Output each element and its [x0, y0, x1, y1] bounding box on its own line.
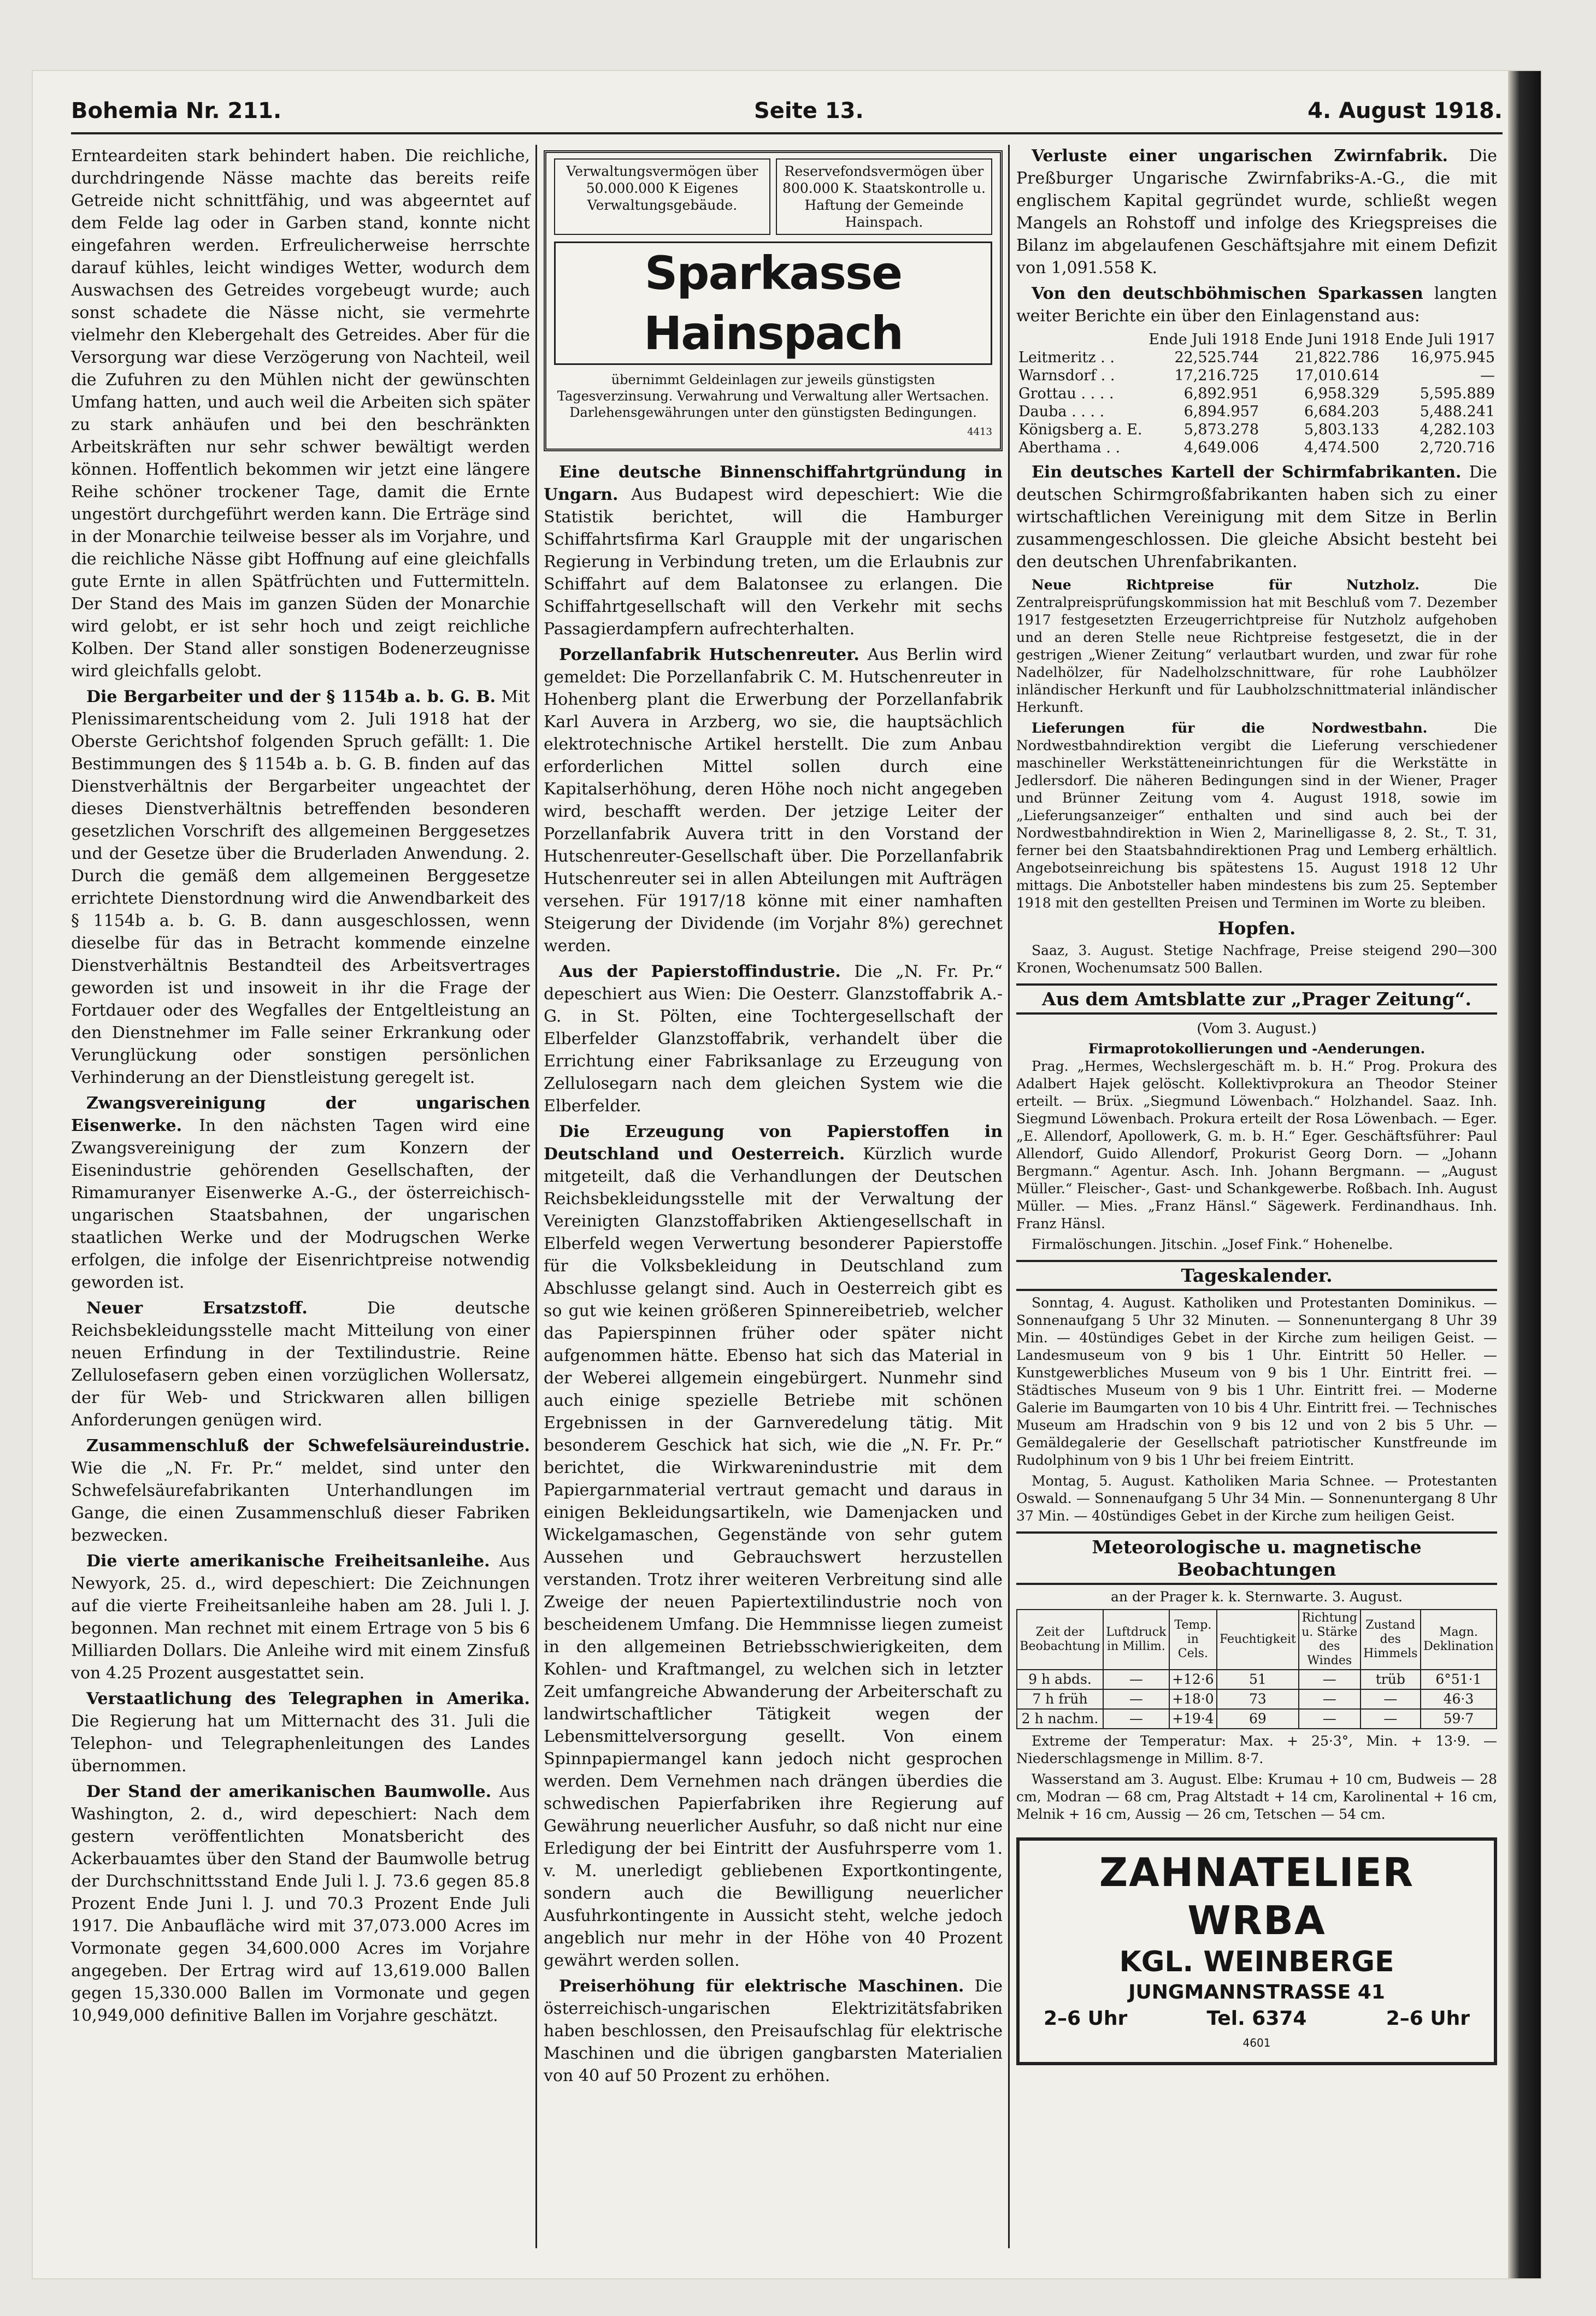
table-header-cell: Temp. in Cels. [1169, 1610, 1217, 1670]
table-cell: 73 [1217, 1689, 1299, 1709]
text-sparkassen: langten weiter Berichte ein über den Einlagenstand aus: [1016, 284, 1497, 326]
text-temperature-extremes: Extreme der Temperatur: Max. + 25·3°, Min. + 13·9. — Niederschlagsmenge in Millim. 8·7. [1016, 1733, 1497, 1766]
text-binnenschiffahrt: Aus Budapest wird depeschiert: Wie die Statistik berichtet, will die Hamburger Schiffahrtsfirma Karl Graupple mit der ungarischen Regierung in Verbindung treten, um die Erlaubnis zur Schiffahrt auf dem Balatonsee zu erlangen. Die Schiffahrtgesellschaft will den Verkehr mit sechs Passagierdampfern aufrechterhalten. [544, 485, 1003, 639]
heading-amtsblatt: Aus dem Amtsblatte zur „Prager Zeitung“. [1016, 983, 1497, 1015]
table-cell: 4,649.006 [1183, 439, 1259, 456]
header-issue: Bohemia Nr. 211. [71, 98, 282, 123]
table-header-cell: Zustand des Himmels [1361, 1610, 1421, 1670]
table-cell: 5,488.241 [1420, 403, 1495, 420]
table-cell: 6,958.329 [1304, 385, 1380, 402]
heading-binnenschiffahrt: Eine deutsche Binnenschiffahrtgründung in Ungarn. [544, 463, 1003, 504]
heading-nordwestbahn: Lieferungen für die Nordwestbahn. [1032, 720, 1428, 736]
article-harvest: Ernteardeiten stark behindert haben. Die reichliche, durchdringende Nässe machte das bereits reife Getreide nicht schnittfähig, und was abgeerntet auf dem Felde lag oder in Garben stand, konnte nicht eingefahren werden. Erfreulicherweise herrschte darauf kühles, leicht windiges Wetter, wodurch dem Auswachsen des Getreides vorgebeugt wurde; auch sonst schadete die Nässe nicht, sie vermehrte vielmehr den Klebergehalt des Getreides. Aber für die Versorgung war diese Verzögerung von Nachteil, weil die Zufuhren zu den Mühlen nicht der gewünschten Umfang hatten, und auch weil die Arbeiten sich später zu stark anhäufen und bei den beschränkten Arbeitskräften nur sehr schwer bewältigt werden können. Hoffentlich bekommen wir jetzt eine längere Reihe schöner trockener Tage, damit die Ernte ungestört durchgeführt werden kann. Die Erträge sind in der Monarchie teilweise besser als im Vorjahre, und die reichliche Nässe gibt Hoffnung auf eine gleichfalls gute Ernte in allen Spätfrüchten und Futtermitteln. Der Stand des Mais im ganzen Süden der Monarchie wird gelobt, er ist sehr hoch und zeigt reichliche Kolben. Der Stand aller sonstigen Bodenerzeugnisse wird gleichfalls gelobt. [71, 146, 530, 681]
article-baumwolle [71, 1781, 530, 2027]
table-cell: 5,873.278 [1183, 421, 1259, 438]
table-cell: 51 [1217, 1670, 1299, 1689]
zahn-hours-right: 2–6 Uhr [1386, 2007, 1470, 2030]
table-header-cell [1016, 331, 1146, 349]
heading-sparkassen: Von den deutschböhmischen Sparkassen [1032, 284, 1423, 303]
table-cell: 6,894.957 [1183, 403, 1259, 420]
ad-right-box: Reservefondsvermögen über 800.000 K. Staatskontrolle u. Haftung der Gemeinde Hainspach. [776, 158, 992, 235]
heading-baumwolle: Der Stand der amerikanischen Baumwolle. [86, 1782, 492, 1801]
ad-left-box: Verwaltungsvermögen über 50.000.000 K Eigenes Verwaltungsgebäude. [554, 158, 770, 235]
zahnatelier-advertisement [1016, 1837, 1497, 2065]
table-cell: Grottau . . . . [1018, 385, 1114, 402]
text-wasserstand: Wasserstand am 3. August. Elbe: Krumau + 10 cm, Budweis — 28 cm, Modran — 68 cm, Prag Altstadt + 14 cm, Karolinental + 16 cm, Melnik + 16 cm, Aussig — 26 cm, Tetschen — 54 cm. [1016, 1771, 1497, 1822]
zahn-telephone: Tel. 6374 [1206, 2007, 1307, 2030]
column-rule-1 [535, 145, 537, 2248]
table-cell: +19·4 [1169, 1709, 1217, 1729]
table-cell: 7 h früh [1017, 1689, 1103, 1709]
text-maschinen: Die österreichisch-ungarischen Elektrizitätsfabriken haben beschlossen, den Preisaufschlag für elektrische Maschinen und die übrigen gangbarsten Materialien von 40 auf 50 Prozent zu erhöhen. [544, 1977, 1003, 2085]
meteorologie-subtitle: an der Prager k. k. Sternwarte. 3. August. [1111, 1589, 1403, 1605]
zahn-code: 4601 [1242, 2036, 1271, 2049]
article-ersatzstoff [71, 1297, 530, 1431]
table-cell: 4,474.500 [1304, 439, 1380, 456]
table-header-row [1017, 1610, 1497, 1670]
column-rule-2 [1008, 145, 1010, 2248]
heading-papierstoffe: Die Erzeugung von Papierstoffen in Deutschland und Oesterreich. [544, 1122, 1003, 1164]
heading-bergarbeiter: Die Bergarbeiter und der § 1154b a. b. G. B. [86, 687, 496, 706]
text-papierstoffindustrie: Die „N. Fr. Pr.“ depeschiert aus Wien: Die Oesterr. Glanzstoffabrik A.-G. in St. Pölten, eine Tochtergesellschaft der Elberfelder Glanzstoffabrik, verhandelt über die Errichtung einer Fabriksanlage zu Erzeugung von Zellulosegarn nach dem gleichen System wie die Elberfelder. [544, 962, 1003, 1116]
heading-zwangsvereinigung: Zwangsvereinigung der ungarischen Eisenwerke. [71, 1094, 530, 1135]
table-row [1016, 403, 1497, 421]
article-maschinen [544, 1975, 1003, 2087]
table-cell: 59·7 [1421, 1709, 1497, 1729]
article-sparkassen [1016, 282, 1497, 327]
text-hopfen: Saaz, 3. August. Stetige Nachfrage, Preise steigend 290—300 Kronen, Wochenumsatz 500 Ballen. [1016, 942, 1497, 976]
table-cell: 22,525.744 [1174, 349, 1259, 366]
text-tageskalender-sonntag: Sonntag, 4. August. Katholiken und Protestanten Dominikus. — Sonnenaufgang 5 Uhr 32 Minuten. — Sonnenuntergang 8 Uhr 39 Min. — 40stündiges Gebet in der Kirche zum heiligen Geist. — Landesmuseum von 9 bis 1 Uhr. Eintritt 50 Heller. — Kunstgewerbliches Museum von 9 bis 1 Uhr. Eintritt frei. — Städtisches Museum von 9 bis 1 Uhr. Eintritt frei. — Moderne Galerie im Baumgarten von 10 bis 4 Uhr. Eintritt frei. — Technisches Museum am Hradschin von 9 bis 12 und von 2 bis 5 Uhr. — Gemäldegalerie der Gesellschaft patriotischer Kunstfreunde im Rudolphinum von 9 bis 1 Uhr bei freiem Eintritt. [1016, 1295, 1497, 1468]
ad-code: 4413 [967, 426, 992, 438]
heading-freiheitsanleihe: Die vierte amerikanische Freiheitsanleihe. [86, 1552, 490, 1571]
table-header-row [1016, 331, 1497, 349]
table-cell: — [1299, 1709, 1361, 1729]
heading-firmaprotokollierungen: Firmaprotokollierungen und -Aenderungen. [1088, 1041, 1426, 1057]
article-papierstoffindustrie [544, 960, 1003, 1117]
article-telegraphen [71, 1688, 530, 1777]
table-header-cell: Ende Juni 1918 [1264, 331, 1380, 348]
zahn-street: JUNGMANNSTRASSE 41 [1128, 1981, 1385, 2003]
table-row [1016, 349, 1497, 367]
table-cell: — [1103, 1689, 1169, 1709]
table-row [1017, 1670, 1497, 1689]
heading-schwefelsaeure: Zusammenschluß der Schwefelsäureindustrie. [86, 1436, 530, 1455]
table-cell: — [1480, 367, 1495, 384]
text-firmaloeschungen: Firmalöschungen. Jitschin. „Josef Fink.“ Hohenelbe. [1032, 1236, 1393, 1252]
heading-maschinen: Preiserhöhung für elektrische Maschinen. [559, 1977, 964, 1996]
table-cell: 46·3 [1421, 1689, 1497, 1709]
ad-title: Sparkasse Hainspach [554, 241, 992, 365]
table-header-cell: Richtung u. Stärke des Windes [1299, 1610, 1361, 1670]
text-baumwolle: Aus Washington, 2. d., wird depeschiert: Nach dem gestern veröffentlichten Monatsbericht des Ackerbauamtes über den Stand der Baumwolle betrug der Durchschnittsstand Ende Juli l. J. 73.6 gegen 85.8 Prozent Ende Juni l. J. und 70.3 Prozent Ende Juli 1917. Die Anbaufläche wird mit 37,073.000 Acres im Vormonate gegen 34,600.000 Acres im Vorjahre angegeben. Der Ertrag wird auf 13,619.000 Ballen gegen 15,330.000 Ballen im Vormonate und gegen 10,949,000 definitive Ballen im Vorjahre geschätzt. [71, 1782, 530, 2025]
zahn-title: ZAHNATELIER WRBA [1099, 1849, 1415, 1943]
text-nutzholz: Die Zentralpreisprüfungskommission hat mit Beschluß vom 7. Dezember 1917 festgesetzten Erzeugerrichtpreise für Nutzholz aufgehoben und an deren Stelle neue Richtpreise festgesetzt, die in der gestrigen „Wiener Zeitung“ verlautbart wurden, und zwar für rohe Nadelhölzer, für Nadelholzschnittware, für rohe Laubhölzer inländischer Herkunft und für Laubholzschnittmaterial inländischer Herkunft. [1016, 577, 1497, 715]
table-cell: 6,684.203 [1304, 403, 1380, 420]
text-zwangsvereinigung: In den nächsten Tagen wird eine Zwangsvereinigung der zum Konzern der Eisenindustrie gehörenden Gesellschaften, der Rimamuranyer Eisenwerke A.-G., der österreichisch-ungarischen Staatsbahnen, der ungarischen staatlichen Werke und der Modrugschen Werke erfolgen, die infolge der Eisenrichtpreise notwendig geworden ist. [71, 1116, 530, 1292]
table-cell: — [1103, 1670, 1169, 1689]
text-freiheitsanleihe: Aus Newyork, 25. d., wird depeschiert: Die Zeichnungen auf die vierte Freiheitsanleihe haben am 28. Juli l. J. begonnen. Man rechnet mit einem Ertrage von 5 bis 6 Milliarden Dollars. Die Anleihe wird mit einem Zinsfuß von 4.25 Prozent ausgestattet sein. [71, 1552, 530, 1683]
table-cell: 9 h abds. [1017, 1670, 1103, 1689]
table-cell: 16,975.945 [1410, 349, 1495, 366]
table-cell: Königsberg a. E. [1018, 421, 1142, 438]
table-cell: — [1361, 1689, 1421, 1709]
page-header [71, 93, 1503, 131]
sparkassen-table [1016, 331, 1497, 457]
table-row [1017, 1689, 1497, 1709]
article-bergarbeiter [71, 686, 530, 1089]
table-cell: Warnsdorf . . [1018, 367, 1115, 384]
heading-hutschenreuter: Porzellanfabrik Hutschenreuter. [559, 645, 859, 664]
zahn-hours-left: 2–6 Uhr [1044, 2007, 1128, 2030]
table-header-cell: Magn. Deklination [1421, 1610, 1497, 1670]
table-header-cell: Luftdruck in Millim. [1103, 1610, 1169, 1670]
zahn-location: KGL. WEINBERGE [1119, 1946, 1394, 1978]
column-2 [544, 145, 1003, 2090]
table-cell: — [1103, 1709, 1169, 1729]
text-bergarbeiter: Mit Plenissimarentscheidung vom 2. Juli 1918 hat der Oberste Gerichtshof folgenden Spruch gefällt: 1. Die Bestimmungen des § 1154b a. b. G. B. finden auf das Dienstverhältnis der Bergarbeiter ungeachtet der dieses Dienstverhältnis betreffenden besonderen gesetzlichen Vorschrift des allgemeinen Berggesetzes und der Gesetze über die Bruderladen Anwendung. 2. Durch die gemäß dem allgemeinen Berggesetze errichtete Dienstordnung wird die Anwendbarkeit des § 1154b a. b. G. B. dann ausgeschlossen, wenn dieselbe für das in Betracht kommende einzelne Dienstverhältnis Bestandteil des Arbeitsvertrages geworden ist und insoweit in ihr die Frage der Fortdauer oder des Wegfalles der Entgeltleistung an den Dienstnehmer im Falle seiner Erkrankung oder Verunglückung oder sonstigen persönlichen Verhinderung an der Dienstleistung geregelt ist. [71, 687, 530, 1087]
article-nutzholz [1016, 576, 1497, 716]
text-schwefelsaeure: Wie die „N. Fr. Pr.“ meldet, sind unter den Schwefelsäurefabrikanten Unterhandlungen im Gange, die einen Zusammenschluß dieser Fabriken bezwecken. [71, 1459, 530, 1545]
table-cell: 69 [1217, 1709, 1299, 1729]
table-cell: 17,216.725 [1174, 367, 1259, 384]
header-rule [71, 132, 1503, 134]
text-telegraphen: Die Regierung hat um Mitternacht des 31. Juli die Telephon- und Telegraphenleitungen des Landes übernommen. [71, 1712, 530, 1776]
ad-top-boxes [554, 158, 992, 235]
heading-ersatzstoff: Neuer Ersatzstoff. [86, 1299, 308, 1318]
zahn-hours-row [1027, 2006, 1486, 2032]
text-zwirnfabrik: Die Preßburger Ungarische Zwirnfabriks-A.-G., die mit englischem Kapital gegründet wurde, schließt wegen Mangels an Rohstoff und infolge des Kriegspreises die Bilanz im abgelaufenen Geschäftsjahre mit einem Defizit von 1,091.558 K. [1016, 146, 1497, 278]
article-binnenschiffahrt [544, 461, 1003, 640]
column-1 [71, 145, 530, 2030]
heading-telegraphen: Verstaatlichung des Telegraphen in Amerika. [86, 1689, 530, 1708]
text-papierstoffe: Kürzlich wurde mitgeteilt, daß die Verhandlungen der Deutschen Reichsbekleidungsstelle mit der Verwaltung der Vereinigten Glanzstoffabriken Aktiengesellschaft in Elberfeld wegen Verwertung besonderer Papierstoffe für die Volksbekleidung in Deutschland zum Abschlusse gelangt sind. Auch in Oesterreich gibt es so gut wie keinen größeren Spinnereibetrieb, welcher das Papierspinnen früher oder später nicht aufgenommen hätte. Ebenso hat sich das Material in der Weberei allgemein eingebürgert. Nunmehr sind auch einige spezielle Betriebe mit schönen Ergebnissen in der Garnveredelung tätig. Mit besonderem Geschick hat sich, wie die „N. Fr. Pr.“ berichtet, die Wirkwarenindustrie mit dem Papiergarnmaterial vertraut gemacht und daraus in einigen Bekleidungsartikeln, wie Damenjacken und Wickelgamaschen, Gegenstände von sehr gutem Aussehen und Gebrauchswert herzustellen verstanden. Trotz ihrer weiteren Verbreitung sind alle Zweige der neuen Papiertextilindustrie noch von bescheidenem Umfang. Die Hemmnisse liegen zumeist in den allgemeinen Betriebsschwierigkeiten, dem Kohlen- und Kraftmangel, zu welchen sich in letzter Zeit umfangreiche Abwanderung der Arbeiterschaft zu landwirtschaftlicher Tätigkeit wegen der Lebensmittelversorgung gesellt. Von einem Spinnpapiermangel kann jedoch nicht gesprochen werden. Dem Vernehmen nach drängen überdies die schwedischen Papierfabriken ihre Regierung auf Gewährung neuerlicher Ausfuhr, so daß nicht nur eine Erledigung der bei Eintritt der Ausfuhrsperre vom 1. v. M. unerledigt gebliebenen Exportkontingente, sondern auch die Bewilligung neuerlicher Ausfuhrkontingente in Aussicht steht, welche jedoch angeblich nur mehr in der Höhe von 40 Prozent gewährt werden sollen. [544, 1145, 1003, 1970]
table-row [1016, 385, 1497, 403]
table-cell: 2 h nachm. [1017, 1709, 1103, 1729]
article-nordwestbahn [1016, 720, 1497, 912]
text-schirmfabrikanten: Die deutschen Schirmgroßfabrikanten haben sich zu einer wirtschaftlichen Vereinigung mit dem Sitze in Berlin zusammengeschlossen. Die gleiche Absicht besteht bei den deutschen Uhrenfabrikanten. [1016, 463, 1497, 571]
table-header-cell: Zeit der Beobachtung [1017, 1610, 1103, 1670]
table-row [1017, 1709, 1497, 1729]
article-schirmfabrikanten [1016, 461, 1497, 573]
table-cell: — [1299, 1670, 1361, 1689]
heading-papierstoffindustrie: Aus der Papierstoffindustrie. [559, 962, 841, 981]
table-cell: — [1299, 1689, 1361, 1709]
page-edge-shadow [1508, 71, 1541, 2278]
heading-tageskalender: Tageskalender. [1016, 1260, 1497, 1291]
table-cell: 17,010.614 [1294, 367, 1380, 384]
heading-nutzholz: Neue Richtpreise für Nutzholz. [1032, 577, 1420, 593]
heading-meteorologie: Meteorologische u. magnetische Beobachtungen [1016, 1531, 1497, 1585]
amtsblatt-date: (Vom 3. August.) [1197, 1021, 1317, 1037]
table-cell: trüb [1361, 1670, 1421, 1689]
table-cell: Dauba . . . . [1018, 403, 1105, 420]
table-cell: — [1361, 1709, 1421, 1729]
table-cell: +18·0 [1169, 1689, 1217, 1709]
table-row [1016, 439, 1497, 457]
article-zwirnfabrik [1016, 145, 1497, 279]
heading-schirmfabrikanten: Ein deutsches Kartell der Schirmfabrikanten. [1032, 463, 1462, 482]
table-cell: +12·6 [1169, 1670, 1217, 1689]
text-firmaprotokollierungen: Prag. „Hermes, Wechslergeschäft m. b. H.“ Prog. Prokura des Adalbert Hajek gelöscht. Kollektivprokura an Theodor Steiner erteilt. — Brüx. „Siegmund Löwenbach.“ Holzhandel. Saaz. Inh. Siegmund Löwenbach. Prokura erteilt der Rosa Löwenbach. — Eger. „E. Allendorf, Apollowerk, G. m. b. H.“ Eger. Geschäftsführer: Paul Allendorf, Guido Allendorf, Prokurist Georg Dorn. — „Johann Bergmann.“ Agentur. Asch. Inh. Johann Bergmann. — „August Müller.“ Fleischer-, Gast- und Schankgewerbe. Roßbach. Inh. August Müller. — Mies. „Franz Hänsl.“ Sägewerk. Ferdinandhaus. Inh. Franz Hänsl. [1016, 1058, 1497, 1231]
table-cell: Leitmeritz . . [1018, 349, 1115, 366]
ad-description: übernimmt Geldeinlagen zur jeweils günstigsten Tagesverzinsung. Verwahrung und Verwaltung aller Wertsachen. Darlehensgewährungen unter den günstigsten Bedingungen. [557, 372, 990, 420]
table-header-cell: Ende Juli 1917 [1385, 331, 1495, 348]
column-3 [1016, 145, 1497, 2065]
heading-zwirnfabrik: Verluste einer ungarischen Zwirnfabrik. [1032, 146, 1448, 166]
table-cell: 6,892.951 [1183, 385, 1259, 402]
header-date: 4. August 1918. [1308, 98, 1503, 123]
newspaper-page [33, 71, 1541, 2278]
article-papierstoffe [544, 1121, 1003, 1972]
table-cell: 6°51·1 [1421, 1670, 1497, 1689]
meteorology-table [1016, 1609, 1497, 1729]
table-cell: 5,595.889 [1420, 385, 1495, 402]
table-header-cell: Feuchtigkeit [1217, 1610, 1299, 1670]
table-header-cell: Ende Juli 1918 [1149, 331, 1259, 348]
table-row [1016, 421, 1497, 439]
sparkasse-advertisement [544, 150, 1003, 451]
heading-hopfen: Hopfen. [1217, 918, 1296, 939]
article-hutschenreuter [544, 644, 1003, 957]
table-cell: Aberthama . . [1018, 439, 1121, 456]
table-row [1016, 367, 1497, 385]
table-cell: 2,720.716 [1420, 439, 1495, 456]
article-freiheitsanleihe [71, 1550, 530, 1684]
text-ersatzstoff: Die deutsche Reichsbekleidungsstelle macht Mitteilung von einer neuen Erfindung in der Textilindustrie. Reine Zellulosefasern geben einen vorzüglichen Wollersatz, der für Web- und Strickwaren allen billigen Anforderungen genügen wird. [71, 1299, 530, 1430]
article-schwefelsaeure [71, 1435, 530, 1547]
table-cell: 21,822.786 [1294, 349, 1380, 366]
text-tageskalender-montag: Montag, 5. August. Katholiken Maria Schnee. — Protestanten Oswald. — Sonnenaufgang 5 Uhr 34 Min. — Sonnenuntergang 8 Uhr 37 Min. — 40stündiges Gebet in der Kirche zum heiligen Geist. [1016, 1473, 1497, 1524]
header-page-number: Seite 13. [754, 98, 864, 123]
text-nordwestbahn: Die Nordwestbahndirektion vergibt die Lieferung verschiedener maschineller Werkstätteneinrichtungen für die Werkstätte in Jedlersdorf. Die näheren Bedingungen sind in der Wiener, Prager und Brünner Zeitung vom 4. August 1918, sowie im „Lieferungsanzeiger“ enthalten und sind auch bei der Nordwestbahndirektion in Wien 2, Marinelligasse 8, 2. St., T. 31, ferner bei den Staatsbahndirektionen Prag und Lemberg erhältlich. Angebotseinreichung bis spätestens 15. August 1918 12 Uhr mittags. Die Anbotsteller haben mindestens bis zum 25. September 1918 mit den gestellten Preisen und Terminen im Worte zu bleiben. [1016, 720, 1497, 911]
table-cell: 5,803.133 [1304, 421, 1380, 438]
text-hutschenreuter: Aus Berlin wird gemeldet: Die Porzellanfabrik C. M. Hutschenreuter in Hohenberg plant die Erwerbung der Porzellanfabrik Karl Auvera in Arzberg, wo sie, die hauptsächlich elektrotechnische Artikel herstellt. Die zum Anbau erforderlichen Mittel sollen durch eine Kapitalserhöhung, deren Höhe noch nicht angegeben wird, beschafft werden. Der jetzige Leiter der Porzellanfabrik Auvera tritt in den Vorstand der Hutschenreuter-Gesellschaft über. Die Porzellanfabrik Hutschenreuter sei in allen Abteilungen mit Aufträgen versehen. Für 1917/18 könne mit einer namhaften Steigerung der Dividende (im Vorjahr 8%) gerechnet werden. [544, 645, 1003, 956]
article-zwangsvereinigung [71, 1092, 530, 1294]
table-cell: 4,282.103 [1420, 421, 1495, 438]
